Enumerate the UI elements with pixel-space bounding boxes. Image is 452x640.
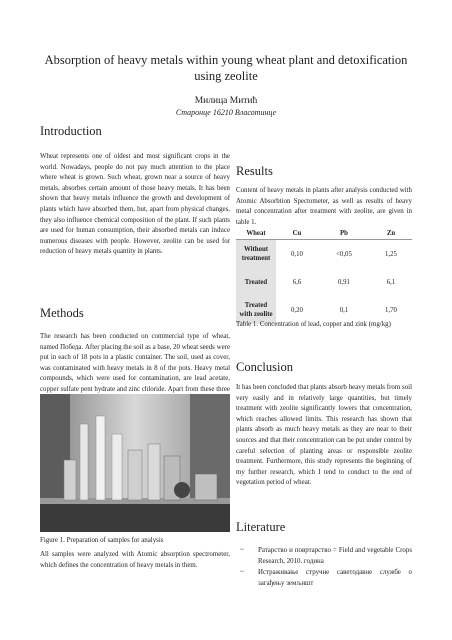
- literature-item-text: Ратарство и повртарство = Field and vegetable Crops Research, 2010. година: [258, 547, 412, 565]
- paper-title: Absorption of heavy metals within young wheat plant and detoxification using zeolite: [44, 53, 408, 83]
- table-caption: Table 1. Concentration of lead, copper and zink (mg/kg): [236, 321, 391, 328]
- introduction-heading: Introduction: [40, 124, 102, 138]
- table-header-cell: Zn: [370, 228, 412, 240]
- pb-value: <0,05: [336, 250, 352, 258]
- row-label: Treated with zeolite: [236, 296, 276, 324]
- methods-after-figure-text: All samples were analyzed with Atomic absorption spectrometer, which defines the concentration of heavy metals in them.: [40, 551, 230, 569]
- cu-value: 0,10: [291, 250, 303, 258]
- author-affiliation: Старонце 16210 Власотинце: [175, 108, 277, 117]
- conclusion-heading: Conclusion: [236, 360, 293, 374]
- table-header-cell: Cu: [276, 228, 318, 240]
- author-name: Милица Митић: [194, 96, 258, 106]
- bullet-tilde: ~: [240, 569, 244, 577]
- conclusion-text: It has been concluded that plants absorb heavy metals from soil very easily and in relatively large quantities, but timely treatment with zeolite significantly lowers that concentration, which reaches allowed limits. This research has shown that plants absorb as much heavy metals as they are near to their sources and that their concentration can be put under control by careful selection of planting areas or responsible zeolite treatment. Furthermore, this study represents the beginning of my further research, which I tend to conduct to the end of vegetation period of wheat.: [236, 384, 412, 487]
- table-header-cell: Pb: [318, 228, 370, 240]
- table-row: [236, 240, 412, 269]
- bullet-tilde: ~: [240, 547, 244, 554]
- cu-value: 6,6: [292, 278, 302, 286]
- methods-text: The research has been conducted on commercial type of wheat, named Победа. After placing the soil as a base, 20 wheat seeds were put in each of 18 pots in a plastic container. The soil, used as cover, was contaminated with heavy metals in 8 of the pots. Heavy metal compounds, which were used for contamination, are lead acetate, copper sulfate pent hydrate and zinc chloride. Apart from these three: [40, 333, 230, 393]
- pb-value: 0,1: [339, 306, 349, 314]
- table-header-cell: Wheat: [236, 228, 276, 240]
- results-heading: Results: [236, 164, 273, 178]
- literature-item: [236, 546, 412, 567]
- results-text: Content of heavy metals in plants after analysis conducted with Atomic Absorbtion Spectometer, as well as results of heavy metal concentration after treatment with zeolite, are given in table 1.: [236, 187, 412, 226]
- introduction-text: Wheat represents one of oldest and most significant crops in the world. Nowadays, people do not pay much attention to the place where wheat is grown. Such wheat, grown near a source of heavy metals, absorbes certain amount of those heavy metals. It has been shown that heavy metals influence the growth and development of plants which have absorbed them, but, apart from physical changes, they also influence chemical composition of the plant. If such plants are used for human consumption, their absorbed metals can induce numerous diseases with people. However, zeolite can be used for reduction of heavy metals quantity in plants.: [40, 153, 230, 256]
- lab-photo-figure: [40, 394, 230, 532]
- literature-item-text: Истраживање стручне саветодавне службе о загађењу земљишт: [258, 569, 412, 587]
- table-row: [236, 268, 412, 296]
- methods-heading: Methods: [40, 306, 84, 320]
- literature-list: [236, 546, 412, 590]
- zn-value: 6,1: [386, 278, 396, 286]
- figure-caption: Figure 1. Preparation of samples for analysis: [40, 537, 164, 544]
- pb-value: 0,91: [338, 278, 350, 286]
- lab-photo-illustration: [40, 394, 230, 532]
- row-label: Treated: [236, 268, 276, 296]
- row-label: Without treatment: [236, 240, 276, 269]
- literature-heading: Literature: [236, 520, 286, 534]
- results-table: [236, 228, 412, 324]
- table-header-row: [236, 228, 412, 240]
- cu-value: 0,20: [291, 306, 303, 314]
- zn-value: 1,25: [385, 250, 397, 258]
- literature-item: [236, 568, 412, 589]
- zn-value: 1,70: [385, 306, 397, 314]
